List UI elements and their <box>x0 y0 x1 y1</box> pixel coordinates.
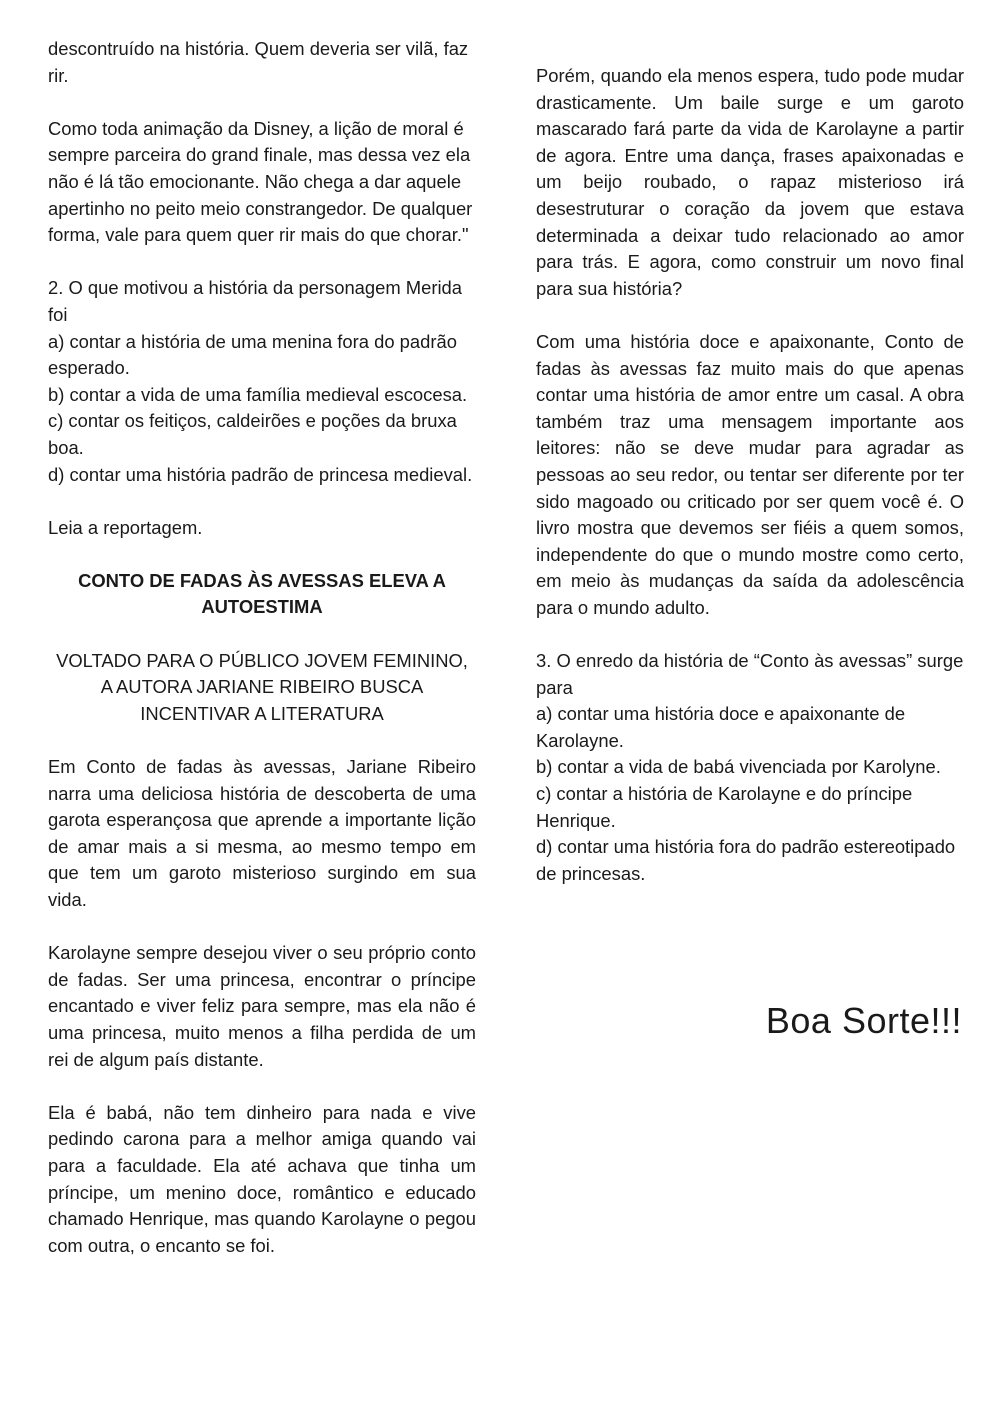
article-subtitle: VOLTADO PARA O PÚBLICO JOVEM FEMININO, A AUTORA JARIANE RIBEIRO BUSCA INCENTIVAR A LITERATURA <box>56 649 468 724</box>
article-paragraph-2: Karolayne sempre desejou viver o seu próprio conto de fadas. Ser uma princesa, encontrar o príncipe encantado e viver feliz para sempre, mas ela não é uma princesa, muito menos a filha perdida de um rei de algum país distante. <box>48 942 476 1070</box>
question-2-option-c: c) contar os feitiços, caldeirões e poções da bruxa boa. <box>48 410 457 458</box>
question-3-option-d: d) contar uma história fora do padrão estereotipado de princesas. <box>536 836 956 884</box>
review-moral-paragraph: Como toda animação da Disney, a lição de moral é sempre parceira do grand finale, mas dessa vez ela não é lá tão emocionante. Não chega a dar aquele apertinho no peito meio constrangedor. De qualquer forma, vale para quem quer rir mais do que chorar." <box>48 117 473 246</box>
review-ending: descontruído na história. Quem deveria ser vilã, faz rir. <box>48 38 469 86</box>
question-3-option-b: b) contar a vida de babá vivenciada por Karolyne. <box>536 756 941 778</box>
question-3-prompt: 3. O enredo da história de “Conto às avessas” surge para <box>536 650 964 698</box>
question-2-option-b: b) contar a vida de uma família medieval escocesa. <box>48 383 468 405</box>
question-2 <box>48 275 476 488</box>
article-paragraph-5: Com uma história doce e apaixonante, Conto de fadas às avessas faz muito mais do que apenas contar uma história de amor entre um casal. A obra também traz uma mensagem importante aos leitores: não se deve mudar para agradar as pessoas ao seu redor, ou tentar ser diferente por ter sido magoado ou criticado por ser quem você é. O livro mostra que devemos ser fiéis a quem somos, independente do que o mundo mostre como certo, em meio às mudanças da saída da adolescência para o mundo adulto. <box>536 330 964 618</box>
question-3-option-a: a) contar uma história doce e apaixonante de Karolayne. <box>536 703 906 751</box>
question-2-prompt: 2. O que motivou a história da personagem Merida foi <box>48 277 463 325</box>
left-column <box>48 36 476 1259</box>
right-column <box>536 63 964 887</box>
article-title: CONTO DE FADAS ÀS AVESSAS ELEVA A AUTOESTIMA <box>78 569 446 618</box>
reading-instruction: Leia a reportagem. <box>48 516 203 538</box>
question-3-option-c: c) contar a história de Karolayne e do príncipe Henrique. <box>536 783 913 831</box>
question-2-option-a: a) contar a história de uma menina fora do padrão esperado. <box>48 330 457 379</box>
question-2-option-d: d) contar uma história padrão de princesa medieval. <box>48 463 473 485</box>
question-3 <box>536 648 964 887</box>
article-paragraph-3: Ela é babá, não tem dinheiro para nada e vive pedindo carona para a melhor amiga quando vai para a faculdade. Ela até achava que tinha um príncipe, um menino doce, romântico e educado chamado Henrique, mas quando Karolayne o pegou com outra, o encanto se foi. <box>48 1101 476 1256</box>
article-paragraph-4: Porém, quando ela menos espera, tudo pode mudar drasticamente. Um baile surge e um garoto mascarado fará parte da vida de Karolayne a partir de agora. Entre uma dança, frases apaixonadas e um beijo roubado, o rapaz misterioso irá desestruturar o coração da jovem que estava determinada a deixar tudo relacionado ao amor para trás. E agora, como construir um novo final para sua história? <box>536 65 964 299</box>
article-paragraph-1: Em Conto de fadas às avessas, Jariane Ribeiro narra uma deliciosa história de descoberta de uma garota esperançosa que aprende a importante lição de amar mais a si mesma, ao mesmo tempo em que tem um garoto misterioso surgindo em sua vida. <box>48 756 476 910</box>
closing-message: Boa Sorte!!! <box>765 1000 962 1041</box>
